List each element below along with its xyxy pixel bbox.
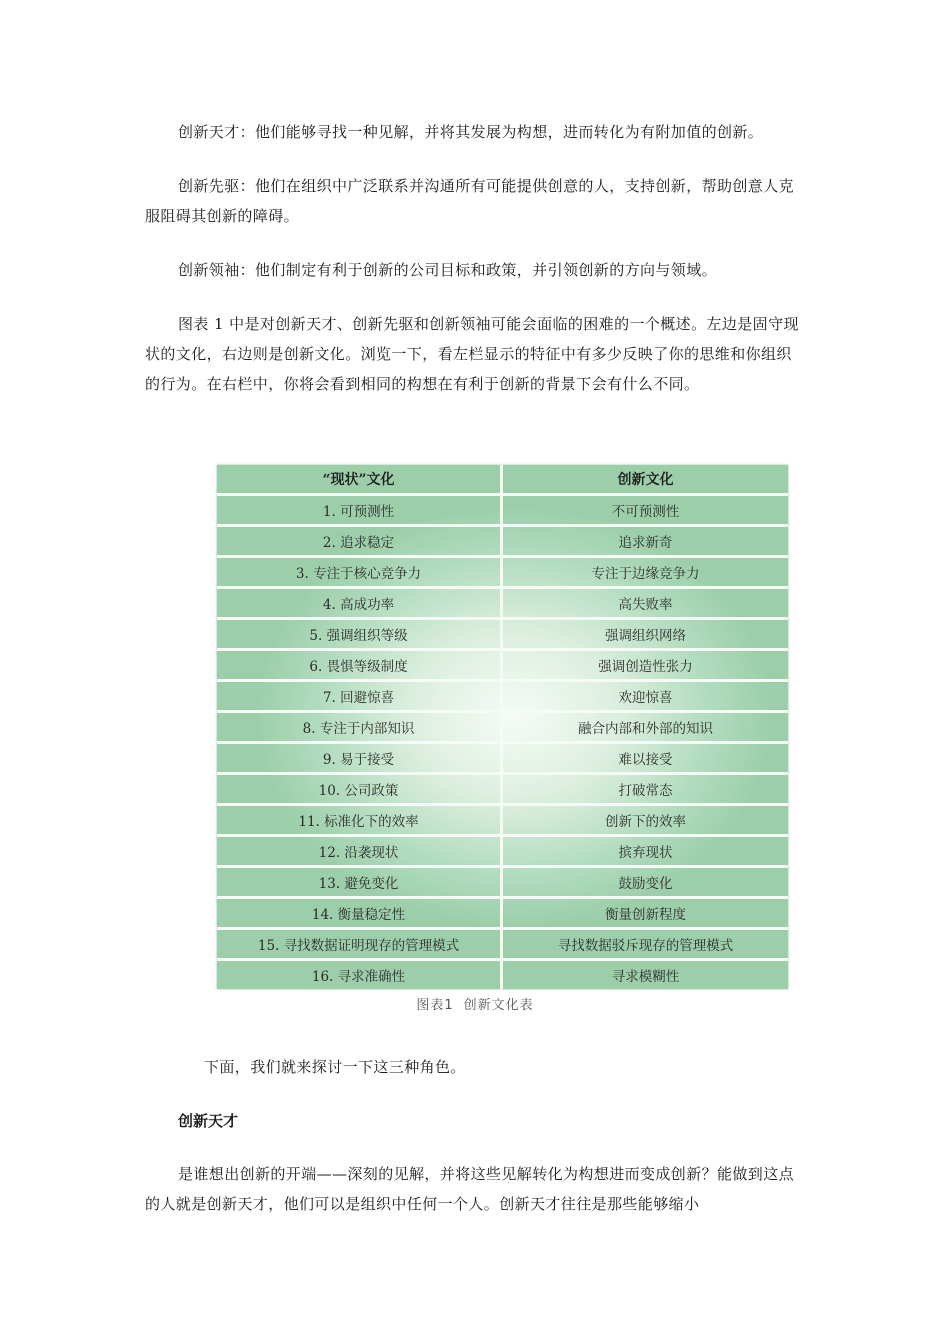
innovation-cell: 摈弃现状 <box>502 836 789 867</box>
status-quo-cell: 13. 避免变化 <box>217 867 502 898</box>
status-quo-cell: 11. 标准化下的效率 <box>217 805 502 836</box>
innovation-cell: 强调组织网络 <box>502 619 789 650</box>
innovation-cell: 不可预测性 <box>502 495 789 526</box>
table-row <box>217 681 788 712</box>
innovation-culture-table <box>217 465 788 989</box>
header-innovation-culture: 创新文化 <box>502 465 789 495</box>
innovation-cell: 难以接受 <box>502 743 789 774</box>
table-row <box>217 526 788 557</box>
table-row <box>217 805 788 836</box>
status-quo-cell: 1. 可预测性 <box>217 495 502 526</box>
innovation-culture-table-figure <box>217 465 788 989</box>
innovation-cell: 追求新奇 <box>502 526 789 557</box>
paragraph-transition: 下面，我们就来探讨一下这三种角色。 <box>204 1058 466 1076</box>
innovation-cell: 打破常态 <box>502 774 789 805</box>
table-row <box>217 774 788 805</box>
status-quo-cell: 4. 高成功率 <box>217 588 502 619</box>
innovation-cell: 寻找数据驳斥现存的管理模式 <box>502 929 789 960</box>
innovation-cell: 衡量创新程度 <box>502 898 789 929</box>
figure-caption-label: 图表1 <box>416 998 454 1013</box>
table-row <box>217 588 788 619</box>
innovation-cell: 融合内部和外部的知识 <box>502 712 789 743</box>
table-row <box>217 836 788 867</box>
table-row <box>217 619 788 650</box>
table-row <box>217 960 788 990</box>
innovation-cell: 高失败率 <box>502 588 789 619</box>
innovation-cell: 创新下的效率 <box>502 805 789 836</box>
figure-caption <box>0 994 950 1013</box>
paragraph-figure-intro: 图表 1 中是对创新天才、创新先驱和创新领袖可能会面临的困难的一个概述。左边是固守现状的文化，右边则是创新文化。浏览一下，看左栏显示的特征中有多少反映了你的思维和你组织的行为。在右栏中，你将会看到相同的构想在有利于创新的背景下会有什么不同。 <box>145 315 799 393</box>
table-row <box>217 743 788 774</box>
innovation-cell: 欢迎惊喜 <box>502 681 789 712</box>
table-header-row <box>217 465 788 495</box>
table-row <box>217 898 788 929</box>
status-quo-cell: 15. 寻找数据证明现存的管理模式 <box>217 929 502 960</box>
innovation-cell: 专注于边缘竞争力 <box>502 557 789 588</box>
status-quo-cell: 10. 公司政策 <box>217 774 502 805</box>
paragraph-innovation-pioneer-def: 创新先驱：他们在组织中广泛联系并沟通所有可能提供创意的人，支持创新，帮助创意人克服阻碍其创新的障碍。 <box>145 177 795 225</box>
table-row <box>217 867 788 898</box>
status-quo-cell: 3. 专注于核心竞争力 <box>217 557 502 588</box>
innovation-cell: 寻求模糊性 <box>611 969 680 985</box>
status-quo-cell: 16. 寻求准确性 <box>217 960 502 990</box>
table-row <box>217 712 788 743</box>
status-quo-cell: 12. 沿袭现状 <box>217 836 502 867</box>
innovation-cell: 鼓励变化 <box>502 867 789 898</box>
status-quo-cell: 5. 强调组织等级 <box>217 619 502 650</box>
status-quo-cell: 14. 衡量稳定性 <box>217 898 502 929</box>
section-heading-innovation-genius: 创新天才 <box>178 1112 239 1130</box>
status-quo-cell: 6. 畏惧等级制度 <box>217 650 502 681</box>
status-quo-cell: 7. 回避惊喜 <box>217 681 502 712</box>
innovation-cell: 强调创造性张力 <box>502 650 789 681</box>
table-row <box>217 557 788 588</box>
status-quo-cell: 2. 追求稳定 <box>217 526 502 557</box>
table-row <box>217 650 788 681</box>
table-row <box>217 495 788 526</box>
header-status-quo-culture: “现状”文化 <box>217 465 502 495</box>
paragraph-innovation-leader-def: 创新领袖：他们制定有利于创新的公司目标和政策，并引领创新的方向与领域。 <box>178 261 718 279</box>
table-row <box>217 929 788 960</box>
status-quo-cell: 9. 易于接受 <box>217 743 502 774</box>
figure-caption-title: 创新文化表 <box>463 998 534 1013</box>
paragraph-innovation-genius-body: 是谁想出创新的开端——深刻的见解，并将这些见解转化为构想进而变成创新？能做到这点的人就是创新天才，他们可以是组织中任何一个人。创新天才往往是那些能够缩小 <box>145 1165 795 1213</box>
status-quo-cell: 8. 专注于内部知识 <box>217 712 502 743</box>
paragraph-innovation-genius-def: 创新天才：他们能够寻找一种见解，并将其发展为构想，进而转化为有附加值的创新。 <box>178 123 764 141</box>
